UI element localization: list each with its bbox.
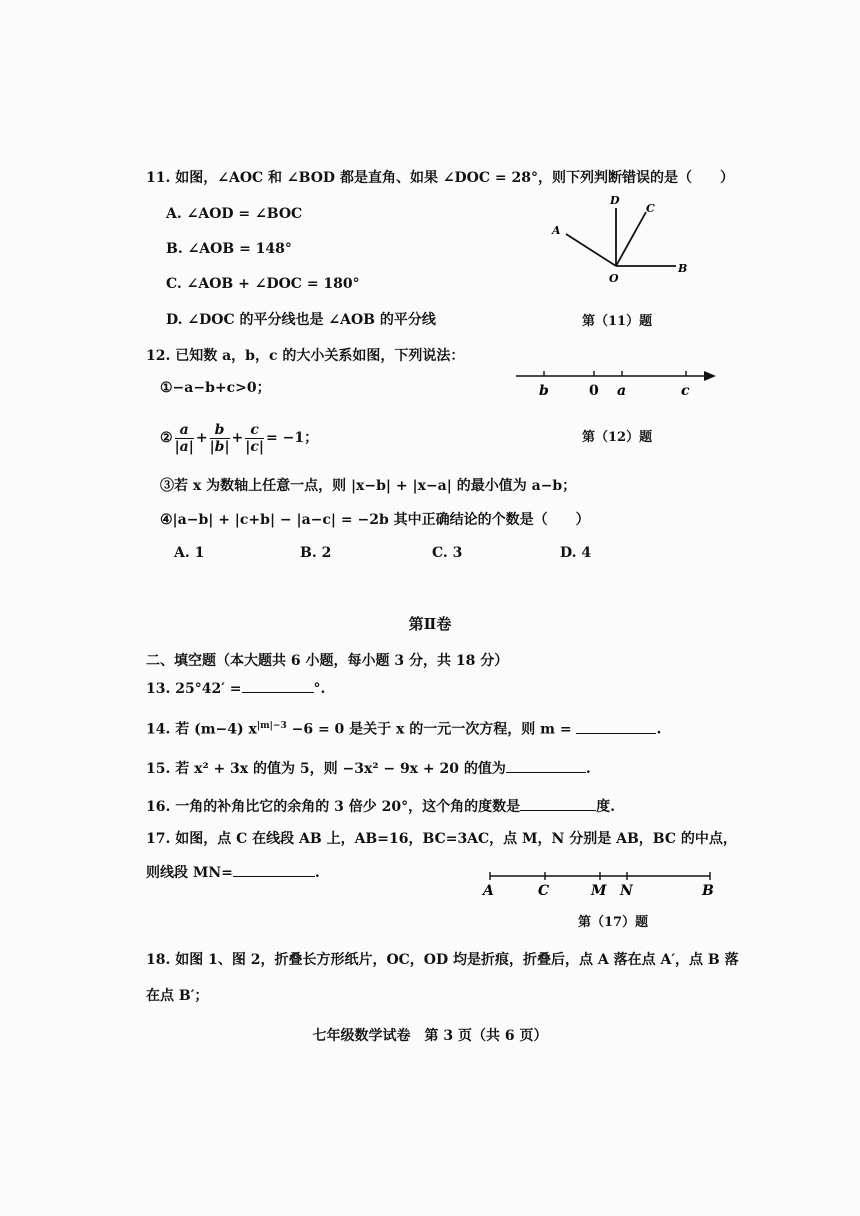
q17-suffix: .: [314, 865, 320, 881]
q14-exponent: |m|−3: [256, 721, 287, 731]
ray-oc: [616, 212, 646, 266]
frac-b-den: |b|: [209, 438, 230, 455]
q16: [146, 796, 615, 817]
axis-label-c: c: [681, 383, 690, 399]
q17-segment-figure: [478, 866, 718, 902]
seg-label-b: B: [702, 883, 714, 899]
q17-line-2: [146, 862, 320, 883]
frac-a: [175, 422, 194, 455]
q12-option-b: B. 2: [300, 545, 332, 561]
q12-statement-4: ④|a−b| + |c+b| − |a−c| = −2b 其中正确结论的个数是（ ）: [160, 512, 590, 528]
label-a: A: [552, 224, 561, 237]
q17-caption: 第（17）题: [578, 915, 649, 930]
q12-option-d: D. 4: [560, 545, 592, 561]
axis-arrow-icon: [704, 371, 716, 381]
q15-prefix: 15. 若 x² + 3x 的值为 5，则 −3x² − 9x + 20 的值为: [146, 761, 506, 777]
section-heading: 二、填空题（本大题共 6 小题，每小题 3 分，共 18 分）: [146, 653, 509, 669]
axis-label-a: a: [617, 383, 627, 399]
q12-statement-2: ② $\frac{a}{|a|}$ + $\frac{b}{|b|}$ + $\frac{c}{|c|}$ = −1；: [160, 421, 319, 455]
label-c: C: [646, 202, 655, 215]
q13-prefix: 13. 25°42′ =: [146, 681, 242, 697]
q11-option-d: D. ∠DOC 的平分线也是 ∠AOB 的平分线: [166, 312, 436, 328]
frac-b-num: b: [214, 421, 225, 438]
q12-option-c: C. 3: [432, 545, 463, 561]
q15-suffix: .: [585, 761, 591, 777]
q17-line-1: 17. 如图，点 C 在线段 AB 上，AB=16，BC=3AC，点 M，N 分别是 AB，BC 的中点，: [146, 831, 737, 847]
q17-answer-blank[interactable]: [233, 862, 315, 877]
q15-answer-blank[interactable]: [506, 758, 586, 773]
frac-a-den: |a|: [174, 438, 194, 455]
frac-c: [245, 422, 264, 455]
q11-option-b: B. ∠AOB = 148°: [166, 241, 292, 257]
q11-stem: 11. 如图，∠AOC 和 ∠BOD 都是直角、如果 ∠DOC = 28°，则下列判断错误的是（ ）: [146, 170, 734, 186]
q18-line-1: 18. 如图 1、图 2，折叠长方形纸片，OC，OD 均是折痕，折叠后，点 A 落在点 A′，点 B 落: [146, 952, 739, 968]
section-title: 第Ⅱ卷: [408, 615, 452, 633]
q12-stem: 12. 已知数 a，b，c 的大小关系如图，下列说法：: [146, 348, 465, 364]
q12-statement-1: ①−a−b+c>0；: [160, 380, 271, 396]
q14-suffix: .: [656, 721, 662, 738]
q11-option-c: C. ∠AOB + ∠DOC = 180°: [166, 276, 360, 292]
q18-line-2: 在点 B′；: [146, 988, 209, 1004]
q14: [146, 716, 661, 740]
q14-prefix: 14. 若 (m−4) x: [146, 721, 257, 738]
q14-middle: −6 = 0 是关于 x 的一元一次方程，则 m =: [286, 721, 572, 738]
axis-label-zero: 0: [589, 383, 599, 399]
q17-prefix: 则线段 MN=: [146, 865, 233, 881]
q12-s2-suffix: = −1；: [266, 430, 319, 446]
frac-c-den: |c|: [245, 438, 264, 455]
q12-s2-prefix: ②: [160, 430, 173, 446]
q12-number-line: [510, 364, 730, 404]
label-o: O: [609, 272, 619, 285]
q15: [146, 758, 591, 779]
frac-c-num: c: [250, 421, 259, 438]
seg-label-m: M: [591, 883, 607, 899]
q12-option-a: A. 1: [174, 545, 205, 561]
q16-prefix: 16. 一角的补角比它的余角的 3 倍少 20°，这个角的度数是: [146, 799, 521, 815]
frac-b: [210, 422, 230, 455]
seg-label-c: C: [538, 883, 550, 899]
q13-answer-blank[interactable]: [242, 678, 314, 693]
q13: [146, 678, 325, 699]
seg-label-a: A: [483, 883, 494, 899]
label-d: D: [610, 194, 620, 207]
q13-suffix: °.: [313, 681, 326, 697]
q11-angle-figure: [540, 190, 720, 290]
q14-answer-blank[interactable]: [576, 719, 656, 734]
q12-statement-3: ③若 x 为数轴上任意一点，则 |x−b| + |x−a| 的最小值为 a−b；: [160, 478, 577, 494]
frac-a-num: a: [179, 421, 189, 438]
q11-option-a: A. ∠AOD = ∠BOC: [166, 206, 303, 222]
q16-suffix: 度.: [596, 799, 615, 815]
page-footer: 七年级数学试卷 第 3 页（共 6 页）: [312, 1028, 548, 1044]
q16-answer-blank[interactable]: [520, 796, 596, 811]
seg-label-n: N: [620, 883, 633, 899]
label-b: B: [678, 262, 688, 275]
q11-caption: 第（11）题: [582, 314, 653, 329]
ray-oa: [566, 234, 616, 266]
axis-label-b: b: [539, 383, 549, 399]
q12-caption: 第（12）题: [582, 430, 653, 445]
